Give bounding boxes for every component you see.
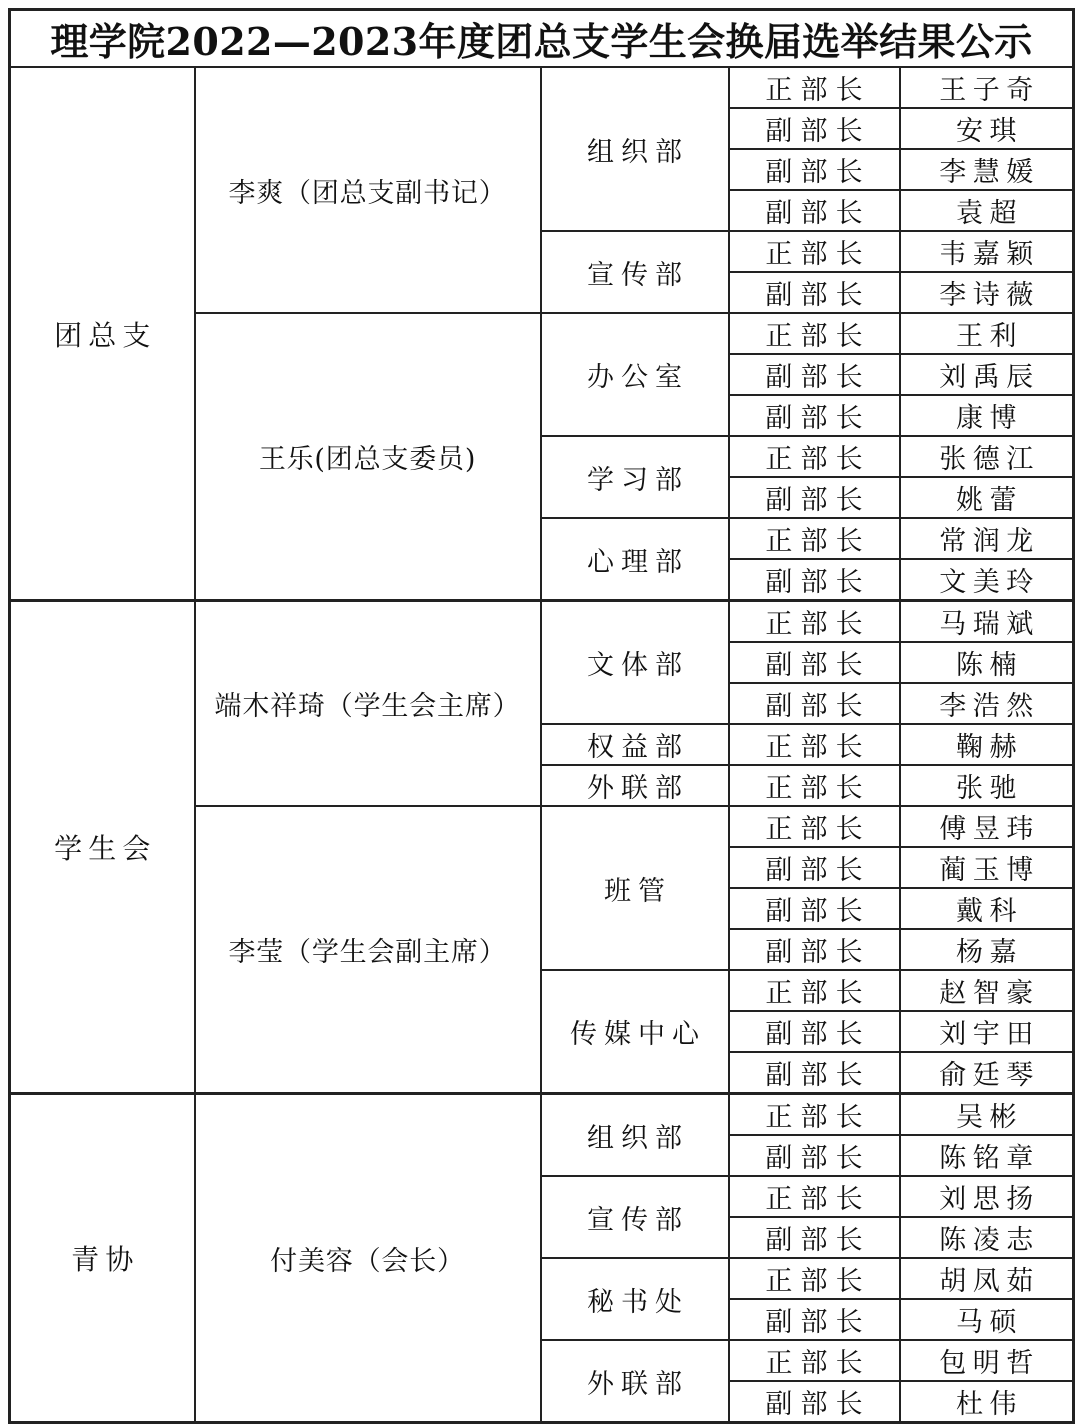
position-cell: 副部长 bbox=[729, 847, 900, 888]
dept-cell: 心理部 bbox=[541, 518, 729, 601]
position-cell: 副部长 bbox=[729, 272, 900, 313]
org-cell: 青协 bbox=[10, 1094, 195, 1423]
member-name-cell: 包明哲 bbox=[900, 1340, 1074, 1381]
position-cell: 副部长 bbox=[729, 888, 900, 929]
member-name-cell: 马瑞斌 bbox=[900, 601, 1074, 643]
position-cell: 副部长 bbox=[729, 1052, 900, 1094]
leader-cell: 李莹（学生会副主席） bbox=[195, 806, 541, 1094]
dept-cell: 外联部 bbox=[541, 1340, 729, 1423]
dept-cell: 文体部 bbox=[541, 601, 729, 725]
member-name-cell: 文美玲 bbox=[900, 559, 1074, 601]
member-name-cell: 王利 bbox=[900, 313, 1074, 354]
member-name-cell: 陈凌志 bbox=[900, 1217, 1074, 1258]
member-name-cell: 刘宇田 bbox=[900, 1011, 1074, 1052]
position-cell: 副部长 bbox=[729, 108, 900, 149]
page-title: 理学院2022—2023年度团总支学生会换届选举结果公示 bbox=[10, 10, 1074, 68]
member-name-cell: 胡凤茹 bbox=[900, 1258, 1074, 1299]
member-name-cell: 刘思扬 bbox=[900, 1176, 1074, 1217]
position-cell: 正部长 bbox=[729, 765, 900, 806]
org-cell: 团总支 bbox=[10, 67, 195, 601]
member-name-cell: 李诗薇 bbox=[900, 272, 1074, 313]
dept-cell: 外联部 bbox=[541, 765, 729, 806]
member-name-cell: 韦嘉颖 bbox=[900, 231, 1074, 272]
member-name-cell: 安琪 bbox=[900, 108, 1074, 149]
member-name-cell: 杨嘉 bbox=[900, 929, 1074, 970]
member-name-cell: 常润龙 bbox=[900, 518, 1074, 559]
dept-cell: 权益部 bbox=[541, 724, 729, 765]
member-name-cell: 陈铭章 bbox=[900, 1135, 1074, 1176]
position-cell: 副部长 bbox=[729, 1135, 900, 1176]
member-name-cell: 赵智豪 bbox=[900, 970, 1074, 1011]
member-name-cell: 康博 bbox=[900, 395, 1074, 436]
position-cell: 正部长 bbox=[729, 231, 900, 272]
table-title-row bbox=[10, 10, 1074, 68]
position-cell: 副部长 bbox=[729, 477, 900, 518]
position-cell: 正部长 bbox=[729, 67, 900, 108]
position-cell: 副部长 bbox=[729, 929, 900, 970]
member-name-cell: 张德江 bbox=[900, 436, 1074, 477]
position-cell: 正部长 bbox=[729, 970, 900, 1011]
position-cell: 副部长 bbox=[729, 190, 900, 231]
position-cell: 副部长 bbox=[729, 1217, 900, 1258]
position-cell: 副部长 bbox=[729, 395, 900, 436]
position-cell: 副部长 bbox=[729, 149, 900, 190]
dept-cell: 组织部 bbox=[541, 67, 729, 231]
position-cell: 副部长 bbox=[729, 683, 900, 724]
member-name-cell: 戴科 bbox=[900, 888, 1074, 929]
dept-cell: 秘书处 bbox=[541, 1258, 729, 1340]
position-cell: 副部长 bbox=[729, 354, 900, 395]
org-cell: 学生会 bbox=[10, 601, 195, 1094]
position-cell: 副部长 bbox=[729, 1299, 900, 1340]
member-name-cell: 李慧媛 bbox=[900, 149, 1074, 190]
dept-cell: 班管 bbox=[541, 806, 729, 970]
member-name-cell: 吴彬 bbox=[900, 1094, 1074, 1136]
dept-cell: 宣传部 bbox=[541, 231, 729, 313]
member-name-cell: 蔺玉博 bbox=[900, 847, 1074, 888]
member-name-cell: 傅昱玮 bbox=[900, 806, 1074, 847]
position-cell: 正部长 bbox=[729, 1094, 900, 1136]
position-cell: 正部长 bbox=[729, 724, 900, 765]
dept-cell: 学习部 bbox=[541, 436, 729, 518]
position-cell: 正部长 bbox=[729, 518, 900, 559]
member-name-cell: 俞廷琴 bbox=[900, 1052, 1074, 1094]
position-cell: 正部长 bbox=[729, 1258, 900, 1299]
member-name-cell: 陈楠 bbox=[900, 642, 1074, 683]
member-name-cell: 袁超 bbox=[900, 190, 1074, 231]
position-cell: 正部长 bbox=[729, 436, 900, 477]
member-name-cell: 李浩然 bbox=[900, 683, 1074, 724]
election-results-table bbox=[8, 8, 1075, 1424]
leader-cell: 端木祥琦（学生会主席） bbox=[195, 601, 541, 807]
member-name-cell: 张驰 bbox=[900, 765, 1074, 806]
member-name-cell: 姚蕾 bbox=[900, 477, 1074, 518]
position-cell: 正部长 bbox=[729, 1176, 900, 1217]
member-name-cell: 王子奇 bbox=[900, 67, 1074, 108]
dept-cell: 组织部 bbox=[541, 1094, 729, 1177]
dept-cell: 宣传部 bbox=[541, 1176, 729, 1258]
leader-cell: 付美容（会长） bbox=[195, 1094, 541, 1423]
position-cell: 正部长 bbox=[729, 1340, 900, 1381]
position-cell: 正部长 bbox=[729, 601, 900, 643]
leader-cell: 王乐(团总支委员) bbox=[195, 313, 541, 601]
member-name-cell: 刘禹辰 bbox=[900, 354, 1074, 395]
member-name-cell: 杜伟 bbox=[900, 1381, 1074, 1423]
position-cell: 副部长 bbox=[729, 559, 900, 601]
position-cell: 正部长 bbox=[729, 806, 900, 847]
member-name-cell: 马硕 bbox=[900, 1299, 1074, 1340]
position-cell: 副部长 bbox=[729, 642, 900, 683]
position-cell: 副部长 bbox=[729, 1381, 900, 1423]
dept-cell: 传媒中心 bbox=[541, 970, 729, 1094]
position-cell: 正部长 bbox=[729, 313, 900, 354]
dept-cell: 办公室 bbox=[541, 313, 729, 436]
position-cell: 副部长 bbox=[729, 1011, 900, 1052]
member-name-cell: 鞠赫 bbox=[900, 724, 1074, 765]
leader-cell: 李爽（团总支副书记） bbox=[195, 67, 541, 313]
